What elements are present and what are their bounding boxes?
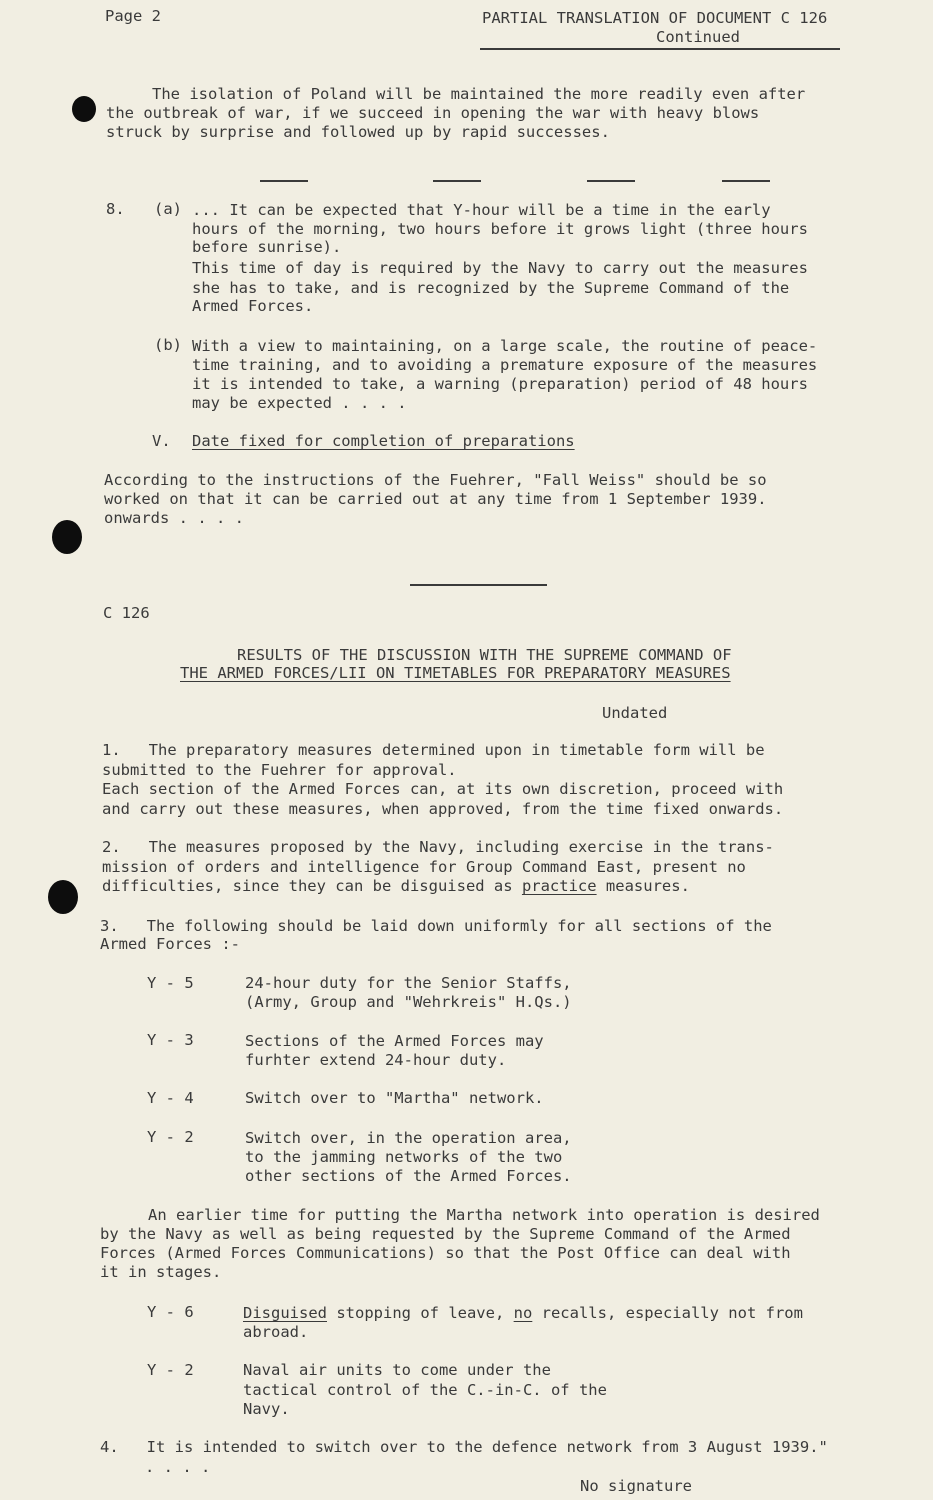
closing-ellipsis: . . . .	[145, 1458, 211, 1476]
martha-line-1: An earlier time for putting the Martha network into operation is desired	[148, 1206, 820, 1224]
disguised-underlined: Disguised	[243, 1304, 327, 1322]
schedule-text: Naval air units to come under the	[243, 1361, 551, 1379]
section-v-number: V.	[152, 432, 171, 450]
para-2-line-2: mission of orders and intelligence for Group Command East, present no	[102, 858, 746, 876]
section-8a-line-2: hours of the morning, two hours before it grows light (three hours	[192, 220, 808, 238]
section-v-line-1: According to the instructions of the Fuehrer, "Fall Weiss" should be so	[104, 471, 767, 489]
schedule-code: Y - 6	[147, 1303, 194, 1321]
schedule-code: Y - 5	[147, 974, 194, 992]
header-rule	[480, 48, 840, 50]
para-4: 4. It is intended to switch over to the defence network from 3 August 1939."	[100, 1438, 828, 1456]
para-3-line-2: Armed Forces :-	[100, 935, 240, 953]
section-v-heading: Date fixed for completion of preparations	[192, 432, 575, 450]
para-2-line-3-end: measures.	[596, 877, 690, 895]
signature-note: No signature	[580, 1477, 692, 1495]
continued-label: Continued	[656, 28, 740, 46]
document-title: PARTIAL TRANSLATION OF DOCUMENT C 126	[482, 9, 828, 27]
y6-text-rest: recalls, especially not from	[532, 1304, 803, 1322]
para-1-line-4: and carry out these measures, when approved, from the time fixed onwards.	[102, 800, 784, 818]
section-8a-line-5: she has to take, and is recognized by the Supreme Command of the	[192, 279, 790, 297]
section-8b-line-2: time training, and to avoiding a premature exposure of the measures	[192, 356, 818, 374]
schedule-code: Y - 2	[147, 1128, 194, 1146]
separator-dash	[260, 180, 308, 182]
doc-code: C 126	[103, 604, 150, 622]
section-v-line-2: worked on that it can be carried out at any time from 1 September 1939.	[104, 490, 767, 508]
schedule-text	[243, 1304, 803, 1323]
schedule-text: tactical control of the C.-in-C. of the	[243, 1381, 607, 1399]
practice-underlined: practice	[521, 877, 597, 895]
schedule-text: abroad.	[243, 1323, 309, 1341]
section-8b-label: (b)	[154, 336, 182, 354]
intro-line-1: The isolation of Poland will be maintained the more readily even after	[152, 85, 806, 103]
schedule-code: Y - 4	[147, 1089, 194, 1107]
section-8b-line-4: may be expected . . . .	[192, 394, 407, 412]
section-8b-line-1: With a view to maintaining, on a large scale, the routine of peace-	[192, 337, 818, 355]
martha-line-3: Forces (Armed Forces Communications) so that the Post Office can deal with	[100, 1244, 791, 1262]
martha-line-2: by the Navy as well as being requested by the Supreme Command of the Armed	[100, 1225, 791, 1243]
schedule-text: other sections of the Armed Forces.	[245, 1167, 572, 1185]
intro-line-2: the outbreak of war, if we succeed in opening the war with heavy blows	[106, 104, 760, 122]
schedule-text: furhter extend 24-hour duty.	[245, 1051, 507, 1069]
separator-dash	[433, 180, 481, 182]
doc-title-line-2: THE ARMED FORCES/LII ON TIMETABLES FOR PREPARATORY MEASURES	[180, 664, 731, 682]
punch-hole-middle	[52, 520, 82, 554]
section-8b-line-3: it is intended to take, a warning (preparation) period of 48 hours	[192, 375, 808, 393]
section-8a-line-3: before sunrise).	[192, 238, 342, 256]
para-2-line-3-text: difficulties, since they can be disguised as	[102, 877, 522, 895]
schedule-text: 24-hour duty for the Senior Staffs,	[245, 974, 572, 992]
martha-line-4: it in stages.	[100, 1263, 222, 1281]
para-2-line-3	[102, 877, 690, 896]
schedule-text: Sections of the Armed Forces may	[245, 1032, 544, 1050]
section-8a-label: (a)	[154, 200, 182, 218]
section-v-line-3: onwards . . . .	[104, 509, 244, 527]
page-number: Page 2	[105, 7, 161, 25]
intro-line-3: struck by surprise and followed up by rapid successes.	[106, 123, 610, 141]
schedule-text: Switch over, in the operation area,	[245, 1129, 572, 1147]
punch-hole-bottom	[48, 880, 78, 914]
para-3-line-1: 3. The following should be laid down uniformly for all sections of the	[100, 917, 772, 935]
schedule-text: (Army, Group and "Wehrkreis" H.Qs.)	[245, 993, 572, 1011]
schedule-text: Navy.	[243, 1400, 290, 1418]
doc-date: Undated	[602, 704, 668, 722]
schedule-text: to the jamming networks of the two	[245, 1148, 563, 1166]
section-8a-line-4: This time of day is required by the Navy to carry out the measures	[192, 259, 808, 277]
separator-dash	[722, 180, 770, 182]
schedule-code: Y - 3	[147, 1031, 194, 1049]
section-8-number: 8.	[106, 200, 125, 218]
para-1-line-2: submitted to the Fuehrer for approval.	[102, 761, 457, 779]
section-8a-line-1: ... It can be expected that Y-hour will be a time in the early	[192, 201, 771, 219]
section-8a-line-6: Armed Forces.	[192, 297, 314, 315]
doc-title-line-1: RESULTS OF THE DISCUSSION WITH THE SUPREME COMMAND OF	[237, 646, 732, 664]
schedule-code: Y - 2	[147, 1361, 194, 1379]
schedule-text: Switch over to "Martha" network.	[245, 1089, 544, 1107]
document-divider	[410, 584, 547, 586]
para-1-line-3: Each section of the Armed Forces can, at its own discretion, proceed with	[102, 780, 784, 798]
y6-text: stopping of leave,	[327, 1304, 514, 1322]
no-underlined: no	[513, 1304, 533, 1322]
para-2-line-1: 2. The measures proposed by the Navy, including exercise in the trans-	[102, 838, 774, 856]
punch-hole-top	[72, 96, 96, 122]
para-1-line-1: 1. The preparatory measures determined upon in timetable form will be	[102, 741, 765, 759]
separator-dash	[587, 180, 635, 182]
